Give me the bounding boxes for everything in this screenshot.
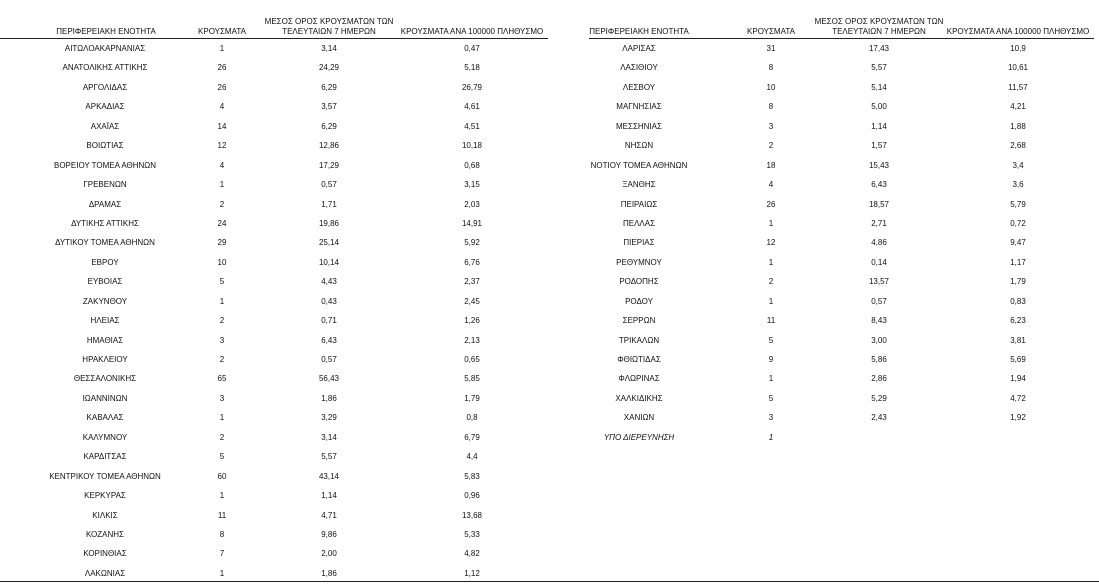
region-cell: ΘΕΣΣΑΛΟΝΙΚΗΣ [73, 374, 137, 384]
per100k-cell: 2,68 [1010, 141, 1026, 151]
per100k-cell: 0,96 [464, 491, 480, 501]
table-row [0, 214, 548, 233]
avg-7day-cell: 5,57 [321, 452, 337, 462]
region-cell: ΔΡΑΜΑΣ [88, 199, 122, 209]
avg-7day-cell: 0,71 [321, 316, 337, 326]
region-cell: ΚΟΡΙΝΘΙΑΣ [83, 549, 127, 559]
avg-7day-cell: 25,14 [318, 238, 340, 248]
avg-7day-cell: 1,57 [871, 141, 887, 151]
table-row [589, 369, 1094, 388]
avg-7day-cell: 0,14 [871, 257, 887, 267]
per100k-cell: 1,26 [464, 316, 480, 326]
col-header-avg [262, 17, 396, 37]
region-cell: ΛΑΡΙΣΑΣ [622, 44, 656, 53]
table-row [589, 78, 1094, 97]
per100k-cell: 6,76 [464, 257, 480, 267]
table-row [0, 525, 548, 544]
avg-7day-cell: 56,43 [318, 374, 340, 384]
table-row [0, 331, 548, 350]
cases-cell: 1 [768, 296, 774, 306]
cases-cell: 3 [219, 393, 225, 403]
table-row [589, 389, 1094, 408]
table-row [589, 156, 1094, 175]
col-header-region: ΠΕΡΙΦΕΡΕΙΑΚΗ ΕΝΟΤΗΤΑ [56, 27, 156, 36]
avg-7day-cell: 2,71 [871, 218, 887, 228]
region-cell: ΔΥΤΙΚΗΣ ΑΤΤΙΚΗΣ [71, 218, 139, 228]
per100k-cell: 0,68 [464, 160, 480, 170]
avg-7day-cell: 4,71 [321, 510, 337, 520]
cases-cell: 14 [217, 121, 227, 131]
table-row [0, 175, 548, 194]
per100k-cell: 5,92 [464, 238, 480, 248]
per100k-cell: 2,03 [464, 199, 480, 209]
avg-7day-cell: 5,00 [871, 102, 887, 112]
region-cell: ΑΡΚΑΔΙΑΣ [85, 102, 125, 112]
table-row [0, 233, 548, 252]
per100k-cell: 11,57 [1008, 82, 1028, 92]
region-cell: ΗΛΕΙΑΣ [90, 316, 120, 326]
per100k-cell: 5,79 [1010, 199, 1026, 209]
region-cell: ΠΙΕΡΙΑΣ [623, 238, 655, 248]
table-row [0, 408, 548, 427]
region-cell: ΑΧΑΪΑΣ [90, 121, 120, 131]
avg-7day-cell: 15,43 [868, 160, 890, 170]
cases-cell: 4 [219, 160, 225, 170]
avg-7day-cell: 13,57 [868, 277, 890, 287]
table-row [0, 428, 548, 447]
cases-cell: 1 [219, 296, 225, 306]
table-row [589, 195, 1094, 214]
region-cell: ΙΩΑΝΝΙΝΩΝ [82, 393, 128, 403]
cases-cell: 4 [219, 102, 225, 112]
cases-cell: 5 [768, 393, 774, 403]
per100k-cell: 2,45 [464, 296, 480, 306]
region-cell: ΚΙΛΚΙΣ [92, 510, 118, 520]
cases-cell: 11 [766, 316, 776, 326]
cases-cell: 1 [768, 257, 774, 267]
per100k-cell: 10,61 [1007, 63, 1029, 73]
col-header-cases: ΚΡΟΥΣΜΑΤΑ [198, 27, 246, 36]
col-header-avg-line2: ΤΕΛΕΥΤΑΙΩΝ 7 ΗΜΕΡΩΝ [832, 27, 926, 36]
table-row [589, 272, 1094, 291]
region-cell: ΚΕΝΤΡΙΚΟΥ ΤΟΜΕΑ ΑΘΗΝΩΝ [49, 471, 161, 481]
avg-7day-cell: 2,00 [321, 549, 337, 559]
left-table-header [0, 14, 548, 39]
avg-7day-cell: 3,57 [321, 102, 337, 112]
col-header-region: ΠΕΡΙΦΕΡΕΙΑΚΗ ΕΝΟΤΗΤΑ [589, 27, 689, 36]
per100k-cell: 0,47 [464, 44, 480, 53]
avg-7day-cell: 4,43 [321, 277, 337, 287]
cases-cell: 1 [768, 218, 774, 228]
per100k-cell: 6,79 [464, 432, 480, 442]
table-row [0, 39, 548, 58]
avg-7day-cell: 12,86 [318, 141, 340, 151]
cases-cell: 5 [219, 452, 225, 462]
avg-7day-cell: 6,29 [321, 121, 337, 131]
per100k-cell: 3,6 [1012, 180, 1024, 190]
avg-7day-cell: 0,57 [321, 180, 337, 190]
cases-cell: 12 [766, 238, 776, 248]
bottom-rule [0, 581, 1099, 582]
table-row [589, 58, 1094, 77]
region-cell: ΔΥΤΙΚΟΥ ΤΟΜΕΑ ΑΘΗΝΩΝ [55, 238, 155, 248]
avg-7day-cell: 1,86 [321, 393, 337, 403]
right-table-body [589, 39, 1094, 447]
per100k-cell: 5,33 [464, 529, 480, 539]
avg-7day-cell: 0,43 [321, 296, 337, 306]
cases-cell: 1 [768, 374, 774, 384]
table-row [0, 117, 548, 136]
table-row [0, 544, 548, 563]
table-row [589, 97, 1094, 116]
avg-7day-cell: 5,29 [871, 393, 887, 403]
cases-cell: 1 [768, 432, 774, 442]
avg-7day-cell: 6,29 [321, 82, 337, 92]
per100k-cell: 1,12 [464, 568, 480, 578]
avg-7day-cell: 24,29 [318, 63, 340, 73]
region-cell: ΚΕΡΚΥΡΑΣ [84, 491, 126, 501]
per100k-cell: 1,92 [1010, 413, 1026, 423]
cases-cell: 26 [217, 63, 227, 73]
per100k-cell: 5,83 [464, 471, 480, 481]
avg-7day-cell: 19,86 [318, 218, 340, 228]
region-cell: ΠΕΛΛΑΣ [622, 218, 656, 228]
avg-7day-cell: 17,43 [868, 44, 890, 53]
avg-7day-cell: 5,57 [871, 63, 887, 73]
avg-7day-cell: 3,29 [321, 413, 337, 423]
cases-cell: 10 [217, 257, 227, 267]
region-cell: ΞΑΝΘΗΣ [622, 180, 656, 190]
region-cell: ΓΡΕΒΕΝΩΝ [83, 180, 127, 190]
region-cell: ΗΜΑΘΙΑΣ [86, 335, 124, 345]
table-row [589, 253, 1094, 272]
per100k-cell: 1,94 [1010, 374, 1026, 384]
avg-7day-cell: 6,43 [321, 335, 337, 345]
per100k-cell: 5,85 [464, 374, 480, 384]
region-cell: ΧΑΛΚΙΔΙΚΗΣ [615, 393, 663, 403]
table-row [589, 136, 1094, 155]
region-cell: ΣΕΡΡΩΝ [622, 316, 656, 326]
cases-cell: 1 [219, 568, 225, 578]
avg-7day-cell: 3,00 [871, 335, 887, 345]
cases-cell: 18 [766, 160, 776, 170]
region-cell: ΥΠΟ ΔΙΕΡΕΥΝΗΣΗ [603, 432, 675, 442]
cases-cell: 26 [217, 82, 227, 92]
left-table [0, 14, 548, 583]
table-row [0, 97, 548, 116]
col-header-per100k: ΚΡΟΥΣΜΑΤΑ ΑΝΑ 100000 ΠΛΗΘΥΣΜΟ [400, 27, 544, 36]
table-row [0, 447, 548, 466]
avg-7day-cell: 3,14 [321, 44, 337, 53]
region-cell: ΜΑΓΝΗΣΙΑΣ [616, 102, 662, 112]
cases-cell: 2 [219, 199, 225, 209]
table-row [0, 136, 548, 155]
table-row [0, 156, 548, 175]
region-cell: ΕΥΒΟΙΑΣ [87, 277, 123, 287]
per100k-cell: 0,72 [1010, 218, 1026, 228]
region-cell: ΦΘΙΩΤΙΔΑΣ [617, 355, 661, 364]
cases-cell: 2 [219, 355, 225, 364]
table-row [0, 311, 548, 330]
cases-cell: 1 [219, 491, 225, 501]
per100k-cell: 4,4 [466, 452, 478, 462]
per100k-cell: 1,79 [464, 393, 480, 403]
cases-cell: 8 [768, 102, 774, 112]
per100k-cell: 9,47 [1010, 238, 1026, 248]
cases-cell: 7 [219, 549, 225, 559]
region-cell: ΚΑΡΔΙΤΣΑΣ [83, 452, 127, 462]
per100k-cell: 10,18 [461, 141, 483, 151]
avg-7day-cell: 2,86 [871, 374, 887, 384]
table-row [589, 233, 1094, 252]
region-cell: ΕΒΡΟΥ [91, 257, 119, 267]
cases-cell: 1 [219, 180, 225, 190]
region-cell: ΡΕΘΥΜΝΟΥ [616, 257, 662, 267]
cases-cell: 29 [217, 238, 227, 248]
table-row [589, 175, 1094, 194]
avg-7day-cell: 3,14 [321, 432, 337, 442]
avg-7day-cell: 0,57 [871, 296, 887, 306]
region-cell: ΑΙΤΩΛΟΑΚΑΡΝΑΝΙΑΣ [64, 44, 146, 53]
right-table-header [589, 14, 1094, 39]
table-row [0, 253, 548, 272]
per100k-cell: 4,82 [464, 549, 480, 559]
table-row [589, 292, 1094, 311]
cases-cell: 4 [768, 180, 774, 190]
per100k-cell: 4,21 [1010, 102, 1026, 112]
cases-cell: 2 [768, 277, 774, 287]
col-header-per100k: ΚΡΟΥΣΜΑΤΑ ΑΝΑ 100000 ΠΛΗΘΥΣΜΟ [946, 27, 1090, 36]
per100k-cell: 2,37 [464, 277, 480, 287]
table-row [589, 311, 1094, 330]
avg-7day-cell: 8,43 [871, 316, 887, 326]
region-cell: ΦΛΩΡΙΝΑΣ [618, 374, 660, 384]
avg-7day-cell: 43,14 [318, 471, 340, 481]
cases-cell: 3 [768, 413, 774, 423]
cases-cell: 31 [766, 44, 776, 53]
per100k-cell: 0,83 [1010, 296, 1026, 306]
region-cell: ΠΕΙΡΑΙΩΣ [620, 199, 658, 209]
avg-7day-cell: 6,43 [871, 180, 887, 190]
avg-7day-cell: 1,71 [321, 199, 337, 209]
table-row [0, 506, 548, 525]
per100k-cell: 4,51 [464, 121, 480, 131]
cases-cell: 5 [768, 335, 774, 345]
per100k-cell: 1,88 [1010, 121, 1026, 131]
cases-cell: 1 [219, 44, 225, 53]
cases-cell: 24 [217, 218, 227, 228]
table-row [589, 331, 1094, 350]
table-row [0, 195, 548, 214]
region-cell: ΝΟΤΙΟΥ ΤΟΜΕΑ ΑΘΗΝΩΝ [590, 160, 688, 170]
region-cell: ΝΗΣΩΝ [624, 141, 654, 151]
avg-7day-cell: 1,14 [871, 121, 887, 131]
avg-7day-cell: 4,86 [871, 238, 887, 248]
cases-cell: 8 [768, 63, 774, 73]
table-row [589, 350, 1094, 369]
per100k-cell: 4,61 [464, 102, 480, 112]
cases-cell: 1 [219, 413, 225, 423]
per100k-cell: 0,65 [464, 355, 480, 364]
right-table [589, 14, 1094, 447]
table-row [0, 389, 548, 408]
region-cell: ΡΟΔΟΥ [625, 296, 653, 306]
avg-7day-cell: 2,43 [871, 413, 887, 423]
region-cell: ΚΑΒΑΛΑΣ [86, 413, 124, 423]
per100k-cell: 3,15 [464, 180, 480, 190]
col-header-avg [809, 17, 949, 37]
per100k-cell: 5,18 [464, 63, 480, 73]
per100k-cell: 5,69 [1010, 355, 1026, 364]
region-cell: ΛΑΣΙΘΙΟΥ [620, 63, 658, 73]
avg-7day-cell: 1,86 [321, 568, 337, 578]
cases-cell: 10 [766, 82, 776, 92]
region-cell: ΒΟΡΕΙΟΥ ΤΟΜΕΑ ΑΘΗΝΩΝ [53, 160, 157, 170]
table-row [589, 408, 1094, 427]
per100k-cell: 1,17 [1010, 257, 1026, 267]
table-row [0, 292, 548, 311]
per100k-cell: 14,91 [461, 218, 483, 228]
avg-7day-cell: 10,14 [318, 257, 340, 267]
avg-7day-cell: 0,57 [321, 355, 337, 364]
cases-cell: 5 [219, 277, 225, 287]
table-row [0, 58, 548, 77]
table-row [589, 214, 1094, 233]
region-cell: ΒΟΙΩΤΙΑΣ [86, 141, 124, 151]
cases-cell: 11 [217, 510, 227, 520]
cases-cell: 3 [768, 121, 774, 131]
region-cell: ΛΑΚΩΝΙΑΣ [84, 568, 126, 578]
avg-7day-cell: 5,86 [871, 355, 887, 364]
col-header-avg-line2: ΤΕΛΕΥΤΑΙΩΝ 7 ΗΜΕΡΩΝ [282, 27, 376, 36]
table-row [0, 467, 548, 486]
per100k-cell: 1,79 [1010, 277, 1026, 287]
per100k-cell: 2,13 [464, 335, 480, 345]
table-row [0, 369, 548, 388]
table-row [0, 350, 548, 369]
avg-7day-cell: 9,86 [321, 529, 337, 539]
region-cell: ΧΑΝΙΩΝ [623, 413, 655, 423]
left-table-body [0, 39, 548, 583]
per100k-cell: 4,72 [1010, 393, 1026, 403]
cases-cell: 26 [766, 199, 776, 209]
cases-cell: 12 [217, 141, 227, 151]
per100k-cell: 0,8 [466, 413, 478, 423]
avg-7day-cell: 18,57 [868, 199, 890, 209]
cases-cell: 2 [219, 316, 225, 326]
per100k-cell: 10,9 [1010, 44, 1026, 53]
cases-cell: 3 [219, 335, 225, 345]
col-header-avg-line1: ΜΕΣΟΣ ΟΡΟΣ ΚΡΟΥΣΜΑΤΩΝ ΤΩΝ [264, 17, 394, 26]
avg-7day-cell: 5,14 [871, 82, 887, 92]
table-row [589, 39, 1094, 58]
col-header-cases: ΚΡΟΥΣΜΑΤΑ [747, 27, 795, 36]
region-cell: ΡΟΔΟΠΗΣ [619, 277, 659, 287]
per100k-cell: 13,68 [461, 510, 483, 520]
region-cell: ΑΝΑΤΟΛΙΚΗΣ ΑΤΤΙΚΗΣ [62, 63, 148, 73]
per100k-cell: 26,79 [461, 82, 483, 92]
avg-7day-cell: 1,14 [321, 491, 337, 501]
table-row [0, 78, 548, 97]
region-cell: ΗΡΑΚΛΕΙΟΥ [82, 355, 128, 364]
col-header-avg-line1: ΜΕΣΟΣ ΟΡΟΣ ΚΡΟΥΣΜΑΤΩΝ ΤΩΝ [814, 17, 944, 26]
cases-cell: 2 [768, 141, 774, 151]
table-row [589, 117, 1094, 136]
region-cell: ΚΑΛΥΜΝΟΥ [82, 432, 128, 442]
cases-cell: 8 [219, 529, 225, 539]
per100k-cell: 3,4 [1012, 160, 1024, 170]
region-cell: ΛΕΣΒΟΥ [622, 82, 656, 92]
region-cell: ΜΕΣΣΗΝΙΑΣ [616, 121, 662, 131]
cases-cell: 65 [217, 374, 227, 384]
per100k-cell: 3,81 [1010, 335, 1026, 345]
region-cell: ΚΟΖΑΝΗΣ [85, 529, 125, 539]
avg-7day-cell: 17,29 [318, 160, 340, 170]
table-row [0, 486, 548, 505]
cases-cell: 9 [768, 355, 774, 364]
cases-cell: 60 [217, 471, 227, 481]
region-cell: ΖΑΚΥΝΘΟΥ [82, 296, 128, 306]
region-cell: ΤΡΙΚΑΛΩΝ [618, 335, 660, 345]
table-row-under-investigation [589, 428, 1094, 447]
region-cell: ΑΡΓΟΛΙΔΑΣ [82, 82, 128, 92]
per100k-cell: 6,23 [1010, 316, 1026, 326]
table-row [0, 272, 548, 291]
cases-cell: 2 [219, 432, 225, 442]
